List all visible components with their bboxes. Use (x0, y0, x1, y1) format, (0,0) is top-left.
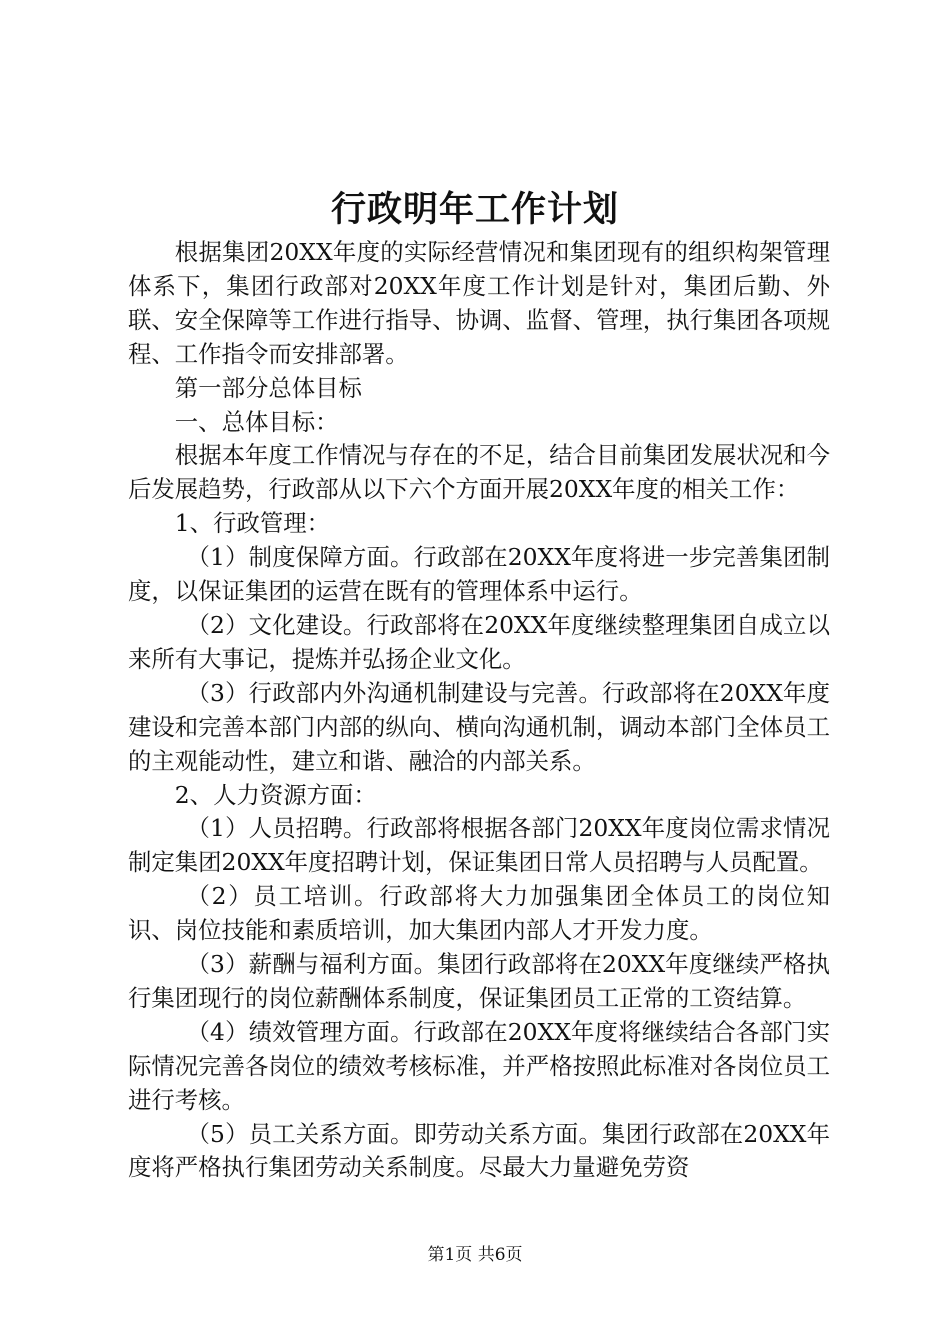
paragraph-part-one-heading: 第一部分总体目标 (174, 373, 362, 402)
page-footer: 第1页 共6页 (427, 1245, 523, 1265)
paragraph-admin-2: （2）文化建设。行政部将在20XX年度继续整理集团自成立以来所有大事记，提炼并弘扬企业文化。 (128, 610, 830, 673)
paragraph-hr-5: （5）员工关系方面。即劳动关系方面。集团行政部在20XX年度将严格执行集团劳动关系制度。尽最大力量避免劳资 (128, 1119, 830, 1182)
paragraph-admin-1: （1）制度保障方面。行政部在20XX年度将进一步完善集团制度，以保证集团的运营在既有的管理体系中运行。 (128, 543, 830, 606)
paragraph-hr-4: （4）绩效管理方面。行政部在20XX年度将继续结合各部门实际情况完善各岗位的绩效考核标准，并严格按照此标准对各岗位员工进行考核。 (128, 1017, 830, 1114)
paragraph-hr-2: （2）员工培训。行政部将大力加强集团全体员工的岗位知识、岗位技能和素质培训，加大集团内部人才开发力度。 (128, 882, 830, 945)
paragraph-overall-goal: 根据本年度工作情况与存在的不足，结合目前集团发展状况和今后发展趋势，行政部从以下六个方面开展20XX年度的相关工作： (128, 441, 830, 504)
paragraph-hr-heading: 2、人力资源方面： (174, 780, 377, 809)
paragraph-overall-goal-heading: 一、总体目标： (174, 407, 339, 436)
document-title: 行政明年工作计划 (330, 189, 619, 230)
document-body (128, 236, 830, 1185)
paragraph-admin-3: （3）行政部内外沟通机制建设与完善。行政部将在20XX年度建设和完善本部门内部的纵向、横向沟通机制，调动本部门全体员工的主观能动性，建立和谐、融洽的内部关系。 (128, 678, 830, 775)
paragraph-hr-1: （1）人员招聘。行政部将根据各部门20XX年度岗位需求情况制定集团20XX年度招聘计划，保证集团日常人员招聘与人员配置。 (128, 814, 830, 877)
paragraph-intro: 根据集团20XX年度的实际经营情况和集团现有的组织构架管理体系下，集团行政部对20XX年度工作计划是针对，集团后勤、外联、安全保障等工作进行指导、协调、监督、管理，执行集团各项规程、工作指令而安排部署。 (128, 238, 830, 368)
paragraph-admin-heading: 1、行政管理： (174, 509, 331, 538)
paragraph-hr-3: （3）薪酬与福利方面。集团行政部将在20XX年度继续严格执行集团现行的岗位薪酬体系制度，保证集团员工正常的工资结算。 (128, 950, 830, 1012)
